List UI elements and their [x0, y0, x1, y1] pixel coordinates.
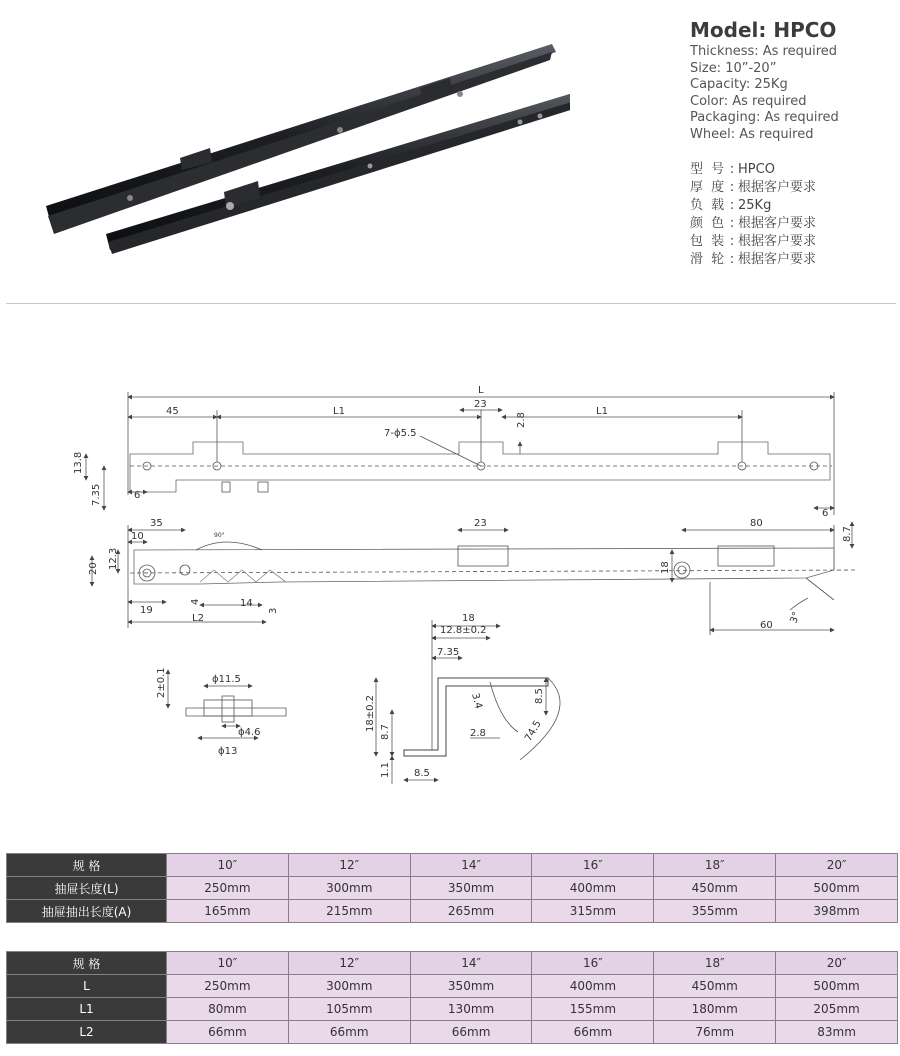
svg-text:20: 20 — [88, 562, 99, 575]
table-header-cell: 规 格 — [7, 952, 167, 975]
svg-text:3°: 3° — [788, 610, 803, 626]
svg-text:8.5: 8.5 — [414, 768, 430, 779]
svg-text:12.3: 12.3 — [108, 547, 119, 570]
svg-text:3.4: 3.4 — [469, 691, 484, 711]
svg-text:23: 23 — [474, 399, 487, 410]
table-cell: 66mm — [410, 1021, 532, 1044]
table-row — [7, 975, 898, 998]
svg-text:74.5: 74.5 — [523, 718, 544, 744]
table-cell: 66mm — [167, 1021, 289, 1044]
svg-text:ϕ13: ϕ13 — [218, 746, 238, 757]
spec-thickness: Thickness: As required — [690, 44, 838, 59]
table-row — [7, 998, 898, 1021]
table-cell: 10″ — [167, 854, 289, 877]
profile-section — [376, 620, 560, 784]
table-header-cell: L2 — [7, 1021, 167, 1044]
svg-text:2.8: 2.8 — [470, 728, 486, 739]
svg-text:13.8: 13.8 — [73, 451, 84, 474]
specs-english — [690, 44, 839, 143]
table-cell: 265mm — [410, 900, 532, 923]
spec-cn-thickness: 厚 度 : 根据客户要求 — [690, 180, 817, 195]
svg-text:7.35: 7.35 — [437, 647, 460, 658]
svg-text:ϕ11.5: ϕ11.5 — [212, 674, 241, 685]
specs-chinese — [690, 161, 816, 269]
spec-color: Color: As required — [690, 93, 807, 109]
svg-text:7-ϕ5.5: 7-ϕ5.5 — [384, 428, 417, 439]
table-cell: 400mm — [532, 877, 654, 900]
table-cell: 12″ — [288, 854, 410, 877]
wheel-detail-labels — [156, 667, 261, 757]
svg-text:14: 14 — [240, 598, 253, 609]
svg-text:8.7: 8.7 — [380, 724, 391, 740]
table-cell: 80mm — [167, 998, 289, 1021]
svg-text:12.8±0.2: 12.8±0.2 — [440, 625, 487, 636]
table-cell: 400mm — [532, 975, 654, 998]
table-cell: 398mm — [776, 900, 898, 923]
table-cell: 215mm — [288, 900, 410, 923]
table-cell: 300mm — [288, 975, 410, 998]
table-cell: 20″ — [776, 952, 898, 975]
table-row — [7, 854, 898, 877]
svg-text:8.7: 8.7 — [842, 526, 853, 542]
svg-text:3: 3 — [268, 607, 279, 614]
table-cell: 18″ — [654, 854, 776, 877]
spec-cn-packaging: 包 装 : 根据客户要求 — [690, 234, 817, 249]
svg-text:L2: L2 — [192, 613, 204, 624]
svg-text:10: 10 — [131, 531, 144, 542]
table-cell: 205mm — [776, 998, 898, 1021]
svg-text:L1: L1 — [596, 406, 608, 417]
svg-text:45: 45 — [166, 406, 179, 417]
table-header-cell: L1 — [7, 998, 167, 1021]
table-cell: 18″ — [654, 952, 776, 975]
table-row — [7, 1021, 898, 1044]
svg-text:4: 4 — [190, 598, 201, 605]
table-cell: 500mm — [776, 975, 898, 998]
spec-table-dimensions — [6, 951, 898, 1044]
spec-table-drawer-length — [6, 853, 898, 923]
svg-text:60: 60 — [760, 620, 773, 631]
table-cell: 180mm — [654, 998, 776, 1021]
table-cell: 450mm — [654, 975, 776, 998]
side-view — [92, 522, 858, 635]
table-row — [7, 900, 898, 923]
table-cell: 16″ — [532, 952, 654, 975]
table-cell: 14″ — [410, 952, 532, 975]
spec-cn-wheel: 滑 轮 : 根据客户要求 — [690, 252, 817, 267]
table-header-cell: 抽屉长度(L) — [7, 877, 167, 900]
table-cell: 10″ — [167, 952, 289, 975]
table-cell: 20″ — [776, 854, 898, 877]
svg-text:35: 35 — [150, 518, 163, 529]
table-cell: 500mm — [776, 877, 898, 900]
svg-text:80: 80 — [750, 518, 763, 529]
table-header-cell: 规 格 — [7, 854, 167, 877]
table-header-cell: 抽屉抽出长度(A) — [7, 900, 167, 923]
table-cell: 315mm — [532, 900, 654, 923]
table-cell: 16″ — [532, 854, 654, 877]
table-header-cell: L — [7, 975, 167, 998]
svg-text:6: 6 — [822, 508, 829, 519]
table-cell: 14″ — [410, 854, 532, 877]
svg-text:2±0.1: 2±0.1 — [156, 667, 167, 698]
table-cell: 76mm — [654, 1021, 776, 1044]
table-cell: 450mm — [654, 877, 776, 900]
svg-text:2.8: 2.8 — [516, 412, 527, 428]
svg-text:90°: 90° — [214, 532, 225, 539]
top-view-labels — [73, 385, 828, 519]
table-cell: 165mm — [167, 900, 289, 923]
spec-capacity: Capacity: 25Kg — [690, 77, 788, 92]
table-cell: 250mm — [167, 975, 289, 998]
table-cell: 350mm — [410, 975, 532, 998]
product-image-drawer-slides — [40, 38, 570, 258]
svg-text:1.1: 1.1 — [380, 762, 391, 778]
table-cell: 250mm — [167, 877, 289, 900]
spec-wheel: Wheel: As required — [690, 126, 814, 142]
svg-text:18: 18 — [462, 613, 475, 624]
table-cell: 66mm — [288, 1021, 410, 1044]
spec-packaging: Packaging: As required — [690, 110, 839, 125]
svg-text:L: L — [478, 385, 484, 396]
table-cell: 350mm — [410, 877, 532, 900]
svg-text:ϕ4.6: ϕ4.6 — [238, 727, 261, 738]
spec-cn-color: 颜 色 : 根据客户要求 — [690, 216, 817, 231]
svg-text:19: 19 — [140, 605, 153, 616]
table-cell: 105mm — [288, 998, 410, 1021]
table-cell: 300mm — [288, 877, 410, 900]
spec-cn-model: 型 号 : HPCO — [690, 162, 775, 177]
table-cell: 66mm — [532, 1021, 654, 1044]
technical-drawing — [0, 370, 900, 790]
model-title: Model: HPCO — [690, 18, 837, 42]
svg-text:18±0.2: 18±0.2 — [365, 694, 376, 732]
table-cell: 83mm — [776, 1021, 898, 1044]
table-cell: 155mm — [532, 998, 654, 1021]
table-row — [7, 877, 898, 900]
top-view — [86, 392, 834, 515]
svg-text:8.5: 8.5 — [534, 688, 545, 704]
table-cell: 355mm — [654, 900, 776, 923]
svg-text:6: 6 — [134, 490, 141, 501]
svg-text:L1: L1 — [333, 406, 345, 417]
table-row — [7, 952, 898, 975]
svg-text:7.35: 7.35 — [91, 483, 102, 506]
svg-text:18: 18 — [660, 561, 671, 574]
table-cell: 130mm — [410, 998, 532, 1021]
spec-cn-load: 负 载 : 25Kg — [690, 198, 772, 213]
spec-size: Size: 10”-20” — [690, 60, 777, 76]
svg-text:23: 23 — [474, 518, 487, 529]
section-divider — [6, 303, 896, 304]
table-cell: 12″ — [288, 952, 410, 975]
